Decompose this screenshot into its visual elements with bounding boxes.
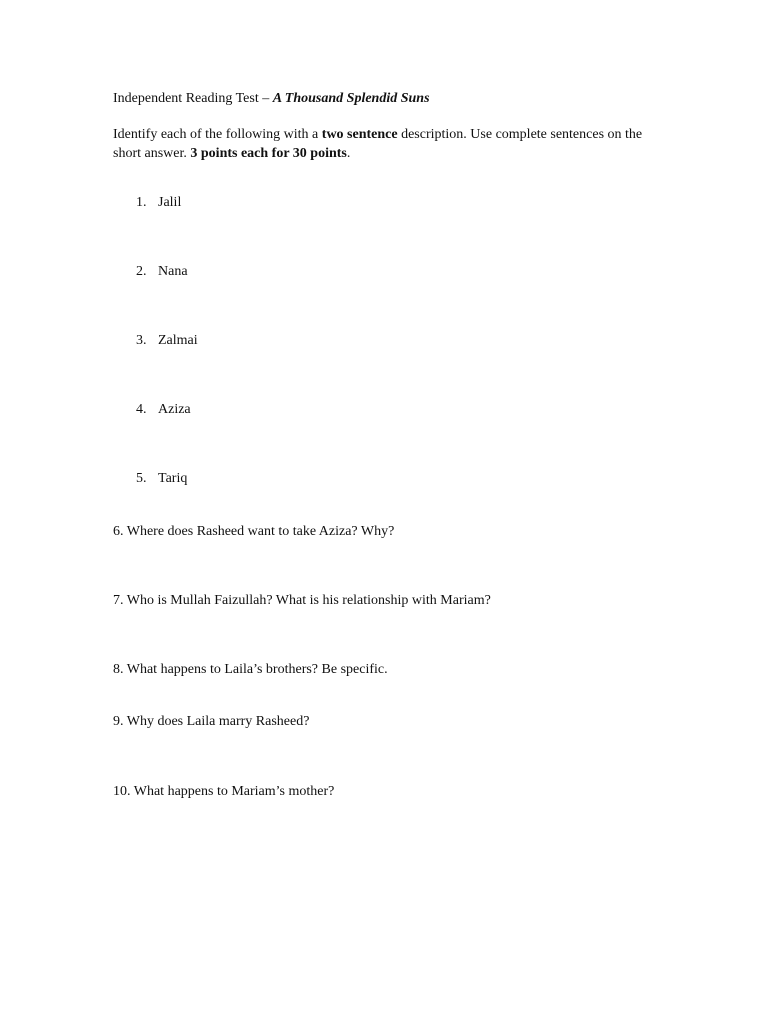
identify-item (136, 471, 187, 487)
instructions-text-1: Identify each of the following with a (113, 127, 322, 142)
identify-item (136, 195, 181, 211)
instructions-text-3: . (346, 146, 351, 161)
identify-item (136, 333, 198, 349)
instructions-emphasis-1: two sentence (321, 127, 398, 142)
short-answer-question: 7. Who is Mullah Faizullah? What is his relationship with Mariam? (113, 593, 491, 608)
page-title (113, 91, 430, 107)
book-title: A Thousand Splendid Suns (272, 91, 430, 106)
item-name: Aziza (158, 402, 191, 417)
item-name: Jalil (158, 195, 182, 210)
short-answer-question: 8. What happens to Laila’s brothers? Be specific. (113, 662, 388, 677)
identify-item (136, 264, 188, 280)
instructions (113, 125, 673, 163)
item-number: 4. (136, 402, 147, 417)
identify-item (136, 402, 191, 418)
item-name: Zalmai (158, 333, 198, 348)
item-number: 5. (136, 471, 147, 486)
short-answer-question: 10. What happens to Mariam’s mother? (113, 784, 335, 799)
short-answer-question: 6. Where does Rasheed want to take Aziza? Why? (113, 524, 395, 539)
item-number: 2. (136, 264, 147, 279)
instructions-emphasis-2: 3 points each for 30 points (190, 146, 347, 161)
item-name: Nana (158, 264, 188, 279)
item-number: 3. (136, 333, 147, 348)
item-name: Tariq (158, 471, 188, 486)
title-prefix: Independent Reading Test – (113, 91, 273, 106)
instructions-text-2: description. Use complete sentences on the short answer. (113, 127, 643, 161)
short-answer-question: 9. Why does Laila marry Rasheed? (113, 714, 310, 729)
item-number: 1. (136, 195, 147, 210)
